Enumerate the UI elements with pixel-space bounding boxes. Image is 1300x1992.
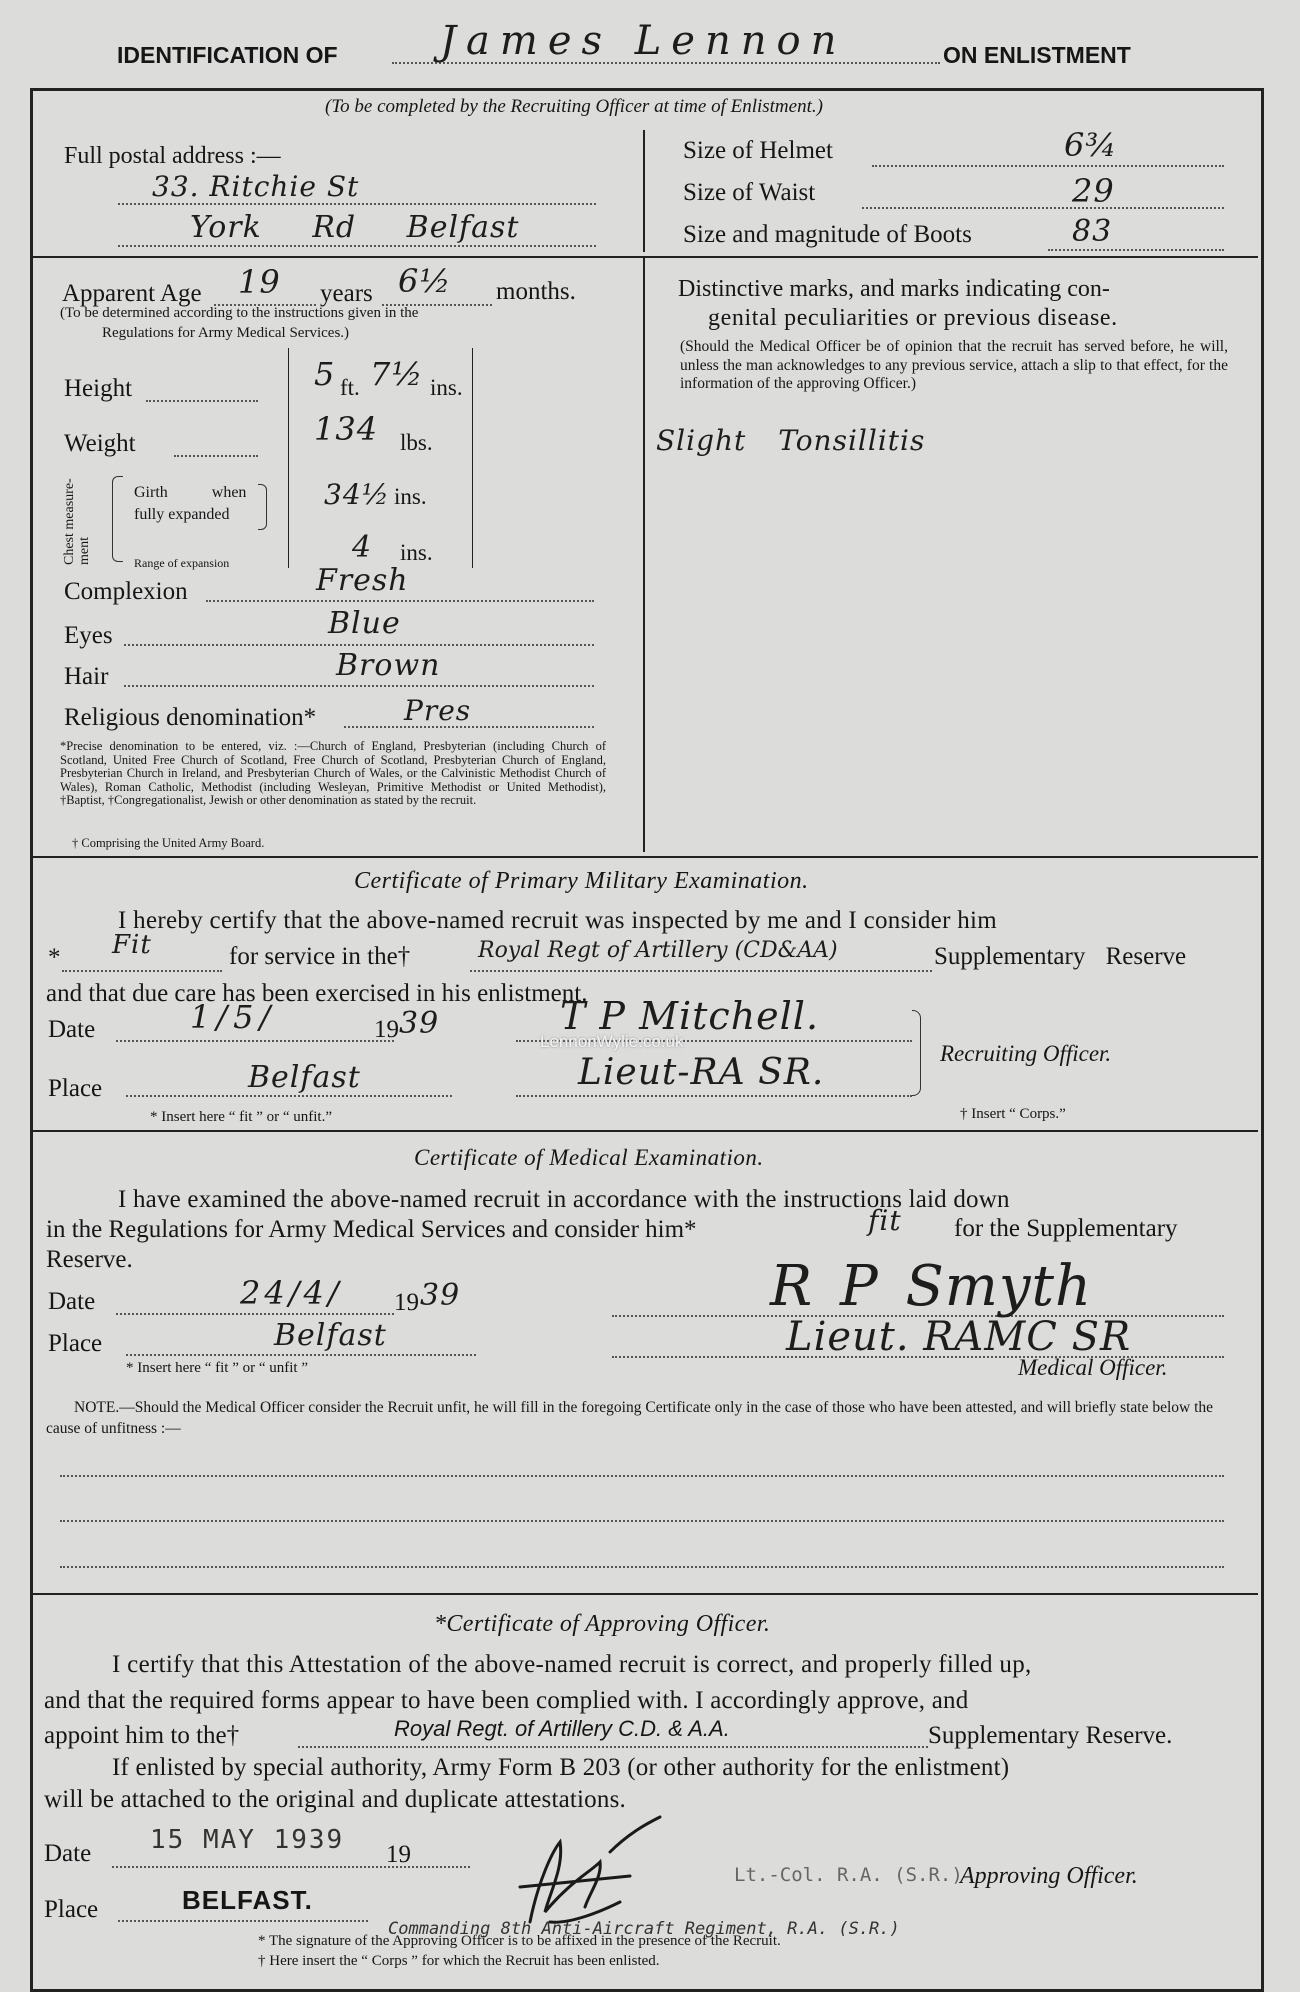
boots-magnitude: 3 — [1092, 214, 1113, 249]
medical-signature-name: R P Smyth — [770, 1254, 1093, 1319]
weight-label: Weight — [64, 430, 136, 457]
age-note-line2: Regulations for Army Medical Services.) — [102, 325, 350, 341]
medical-fit-note: * Insert here “ fit ” or “ unfit ” — [126, 1360, 308, 1376]
helmet-label: Size of Helmet — [683, 137, 833, 164]
approving-corps-line — [298, 1746, 928, 1748]
height-ins-word: ins. — [430, 375, 463, 400]
medical-place-label: Place — [48, 1330, 103, 1357]
section2-divider — [643, 258, 645, 852]
primary-date-value: 1/5/ — [190, 998, 277, 1036]
height-ft: 5 — [314, 355, 336, 393]
medical-fit-value: fit — [868, 1204, 902, 1237]
range-label: Range of expansion — [134, 556, 230, 570]
medical-line3: Reserve. — [46, 1246, 133, 1273]
primary-fit-value: Fit — [112, 930, 152, 960]
boots-value — [1072, 214, 1112, 249]
religion-label: Religious denomination* — [64, 704, 317, 731]
medical-title: Certificate of Medical Examination. — [414, 1145, 764, 1170]
medical-line2b: for the Supplementary — [954, 1215, 1178, 1242]
range-value: 4 — [352, 530, 373, 565]
medical-officer-label: Medical Officer. — [1018, 1355, 1168, 1380]
unfitness-line2 — [60, 1520, 1224, 1522]
address-line2 — [118, 245, 596, 247]
complexion-line — [206, 600, 594, 602]
approving-line3b: Supplementary Reserve. — [928, 1722, 1173, 1749]
hair-line — [124, 685, 594, 687]
primary-date-label: Date — [48, 1016, 96, 1043]
approving-title: *Certificate of Approving Officer. — [434, 1611, 771, 1637]
measure-col-right — [472, 348, 473, 568]
ft-word: ft. — [340, 375, 360, 400]
section1-divider — [643, 130, 645, 252]
complexion-value: Fresh — [316, 563, 409, 598]
measure-col-left — [288, 348, 289, 568]
boots-label: Size and magnitude of Boots — [683, 221, 972, 248]
medical-date-label: Date — [48, 1288, 96, 1315]
approving-officer-label: Approving Officer. — [960, 1863, 1138, 1889]
girth-value: 34½ — [324, 478, 390, 511]
approving-rank-stamp: Lt.-Col. R.A. (S.R.) — [734, 1864, 963, 1886]
age-months: 6½ — [398, 262, 452, 300]
eyes-value: Blue — [328, 606, 401, 641]
helmet-value: 6¾ — [1064, 126, 1118, 164]
approving-note1: * The signature of the Approving Officer is to be affixed in the presence of the Recruit. — [258, 1933, 781, 1949]
primary-place-line — [126, 1095, 452, 1097]
medical-signature-rank: Lieut. RAMC SR — [786, 1314, 1132, 1360]
boots-size: 8 — [1072, 214, 1093, 249]
approving-line3a: appoint him to the† — [44, 1722, 240, 1749]
eyes-label: Eyes — [64, 622, 113, 649]
age-note-line1: (To be determined according to the instructions given in the — [60, 305, 419, 321]
marks-heading-1: Distinctive marks, and marks indicating con- — [678, 276, 1110, 302]
chest-measure-label: Chest measure-ment — [62, 478, 92, 565]
approving-line4: If enlisted by special authority, Army Form B 203 (or other authority for the enlistment) — [112, 1754, 1010, 1781]
section2-bottom — [32, 856, 1258, 858]
watermark: LennonWylie.co.uk — [540, 1032, 684, 1051]
address-label: Full postal address :— — [64, 143, 281, 169]
section3-bottom — [32, 1130, 1258, 1132]
section1-bottom — [32, 256, 1258, 258]
girth-brace — [258, 484, 267, 530]
boots-line — [1048, 249, 1224, 251]
height-in: 7½ — [370, 355, 424, 393]
corps-line — [470, 970, 932, 972]
helmet-line — [872, 165, 1224, 167]
lbs-word: lbs. — [400, 430, 433, 455]
approving-place-stamp: BELFAST. — [182, 1885, 313, 1915]
religion-value: Pres — [404, 694, 472, 727]
medical-line1: I have examined the above-named recruit in accordance with the instructions laid down — [118, 1186, 1010, 1213]
primary-corps-note: † Insert “ Corps.” — [960, 1106, 1066, 1122]
address-value1: 33. Ritchie St — [152, 170, 360, 203]
medical-place-value: Belfast — [274, 1318, 387, 1353]
primary-fit-note: * Insert here “ fit ” or “ unfit.” — [150, 1109, 332, 1125]
address-line1 — [118, 203, 596, 205]
primary-place-value: Belfast — [248, 1060, 361, 1095]
section4-bottom — [32, 1593, 1258, 1595]
approving-date-stamp: 15 MAY 1939 — [150, 1825, 345, 1855]
medical-line2a: in the Regulations for Army Medical Services and consider him* — [46, 1216, 697, 1243]
primary-year-prefix: 19 — [374, 1016, 399, 1043]
weight-value: 134 — [314, 410, 379, 448]
address-value2: York Rd Belfast — [190, 210, 520, 245]
marks-note: (Should the Medical Officer be of opinion that the recruit has served before, he will, unless the man acknowledges to any previous service, attach a slip to that effect, for the information of the approving Officer.) — [680, 338, 1228, 392]
height-label: Height — [64, 375, 133, 402]
hair-value: Brown — [336, 648, 441, 683]
recruit-name: James Lennon — [440, 18, 847, 64]
enlistment-instruction: (To be completed by the Recruiting Officer at time of Enlistment.) — [325, 96, 823, 117]
header-prefix: IDENTIFICATION OF — [117, 42, 338, 68]
primary-signature-rank: Lieut-RA SR. — [578, 1052, 825, 1093]
waist-line — [862, 207, 1224, 209]
primary-signature-name: T P Mitchell. — [560, 994, 820, 1038]
approving-date-line — [112, 1866, 470, 1868]
girth-label-line2: fully expanded — [134, 506, 230, 523]
hair-label: Hair — [64, 663, 109, 690]
approving-corps-value: Royal Regt. of Artillery C.D. & A.A. — [394, 1716, 730, 1741]
primary-year-value: 39 — [399, 1006, 440, 1041]
primary-corps-value: Royal Regt of Artillery (CD&AA) — [478, 938, 838, 963]
primary-title: Certificate of Primary Military Examination. — [354, 868, 809, 894]
months-word: months. — [496, 278, 576, 305]
girth-label-line1: Girth when — [134, 484, 247, 501]
eyes-line — [124, 644, 594, 646]
medical-date-value: 24/4/ — [240, 1274, 343, 1312]
primary-date-line — [116, 1040, 394, 1042]
approving-command-stamp: Commanding 8th Anti-Aircraft Regiment, R.A. (S.R.) — [388, 1919, 900, 1939]
approving-line1: I certify that this Attestation of the above-named recruit is correct, and properly filled up, — [112, 1651, 1032, 1678]
medical-note: NOTE.—Should the Medical Officer consider the Recruit unfit, he will fill in the foregoing Certificate only in the case of those who have been attested, and will briefly state below the cause of unfitness :— — [46, 1399, 1214, 1437]
recruiting-officer-bracket — [912, 1010, 921, 1096]
primary-line1: I hereby certify that the above-named recruit was inspected by me and I consider him — [118, 907, 998, 934]
medical-date-line — [116, 1313, 394, 1315]
primary-sig-line2 — [516, 1095, 912, 1097]
height-line — [146, 400, 258, 402]
years-word: years — [320, 280, 373, 307]
medical-year-prefix: 19 — [394, 1289, 419, 1316]
primary-line3: and that due care has been exercised in his enlistment. — [46, 980, 588, 1007]
complexion-label: Complexion — [64, 578, 188, 605]
medical-place-line — [126, 1354, 476, 1356]
primary-place-label: Place — [48, 1075, 103, 1102]
range-unit: ins. — [400, 540, 433, 565]
marks-heading-2: genital peculiarities or previous disease. — [708, 305, 1118, 331]
approving-year-prefix: 19 — [386, 1841, 411, 1868]
religion-note-2: † Comprising the United Army Board. — [72, 836, 265, 850]
for-service-text: for service in the† — [229, 943, 411, 970]
medical-year-value: 39 — [420, 1278, 461, 1313]
recruiting-officer-label: Recruiting Officer. — [940, 1041, 1112, 1066]
unfitness-line3 — [60, 1566, 1224, 1568]
approving-line2: and that the required forms appear to have been complied with. I accordingly approve, and — [44, 1687, 969, 1714]
approving-date-label: Date — [44, 1840, 92, 1867]
waist-label: Size of Waist — [683, 179, 816, 206]
supplementary-reserve-text: Supplementary Reserve — [934, 943, 1187, 970]
religion-note: *Precise denomination to be entered, viz. :—Church of England, Presbyterian (including Church of Scotland, United Free Church of Scotland, Free Church of Scotland, Presbyterian Church of England, Presbyterian Church in Ireland, and Presbyterian Church of Wales, or the Calvinistic Methodist Church of Wales), Roman Catholic, Methodist (including Wesleyan, Primitive Methodist or United Methodist), †Baptist, †Congregationalist, Jewish or other denomination as stated by the recruit. — [60, 739, 606, 808]
marks-value: Slight Tonsillitis — [656, 424, 926, 457]
girth-unit: ins. — [394, 484, 427, 509]
approving-place-label: Place — [44, 1896, 99, 1923]
fit-line — [62, 970, 222, 972]
waist-value: 29 — [1072, 172, 1115, 210]
weight-line — [174, 455, 258, 457]
approving-line5: will be attached to the original and duplicate attestations. — [44, 1786, 626, 1813]
header-suffix: ON ENLISTMENT — [943, 42, 1131, 68]
age-label: Apparent Age — [62, 280, 202, 307]
chest-bracket — [112, 476, 123, 562]
age-years: 19 — [238, 263, 281, 301]
approving-place-line — [118, 1920, 368, 1922]
unfitness-line1 — [60, 1475, 1224, 1477]
approving-note2: † Here insert the “ Corps ” for which the Recruit has been enlisted. — [258, 1953, 660, 1969]
primary-star: * — [48, 944, 61, 971]
